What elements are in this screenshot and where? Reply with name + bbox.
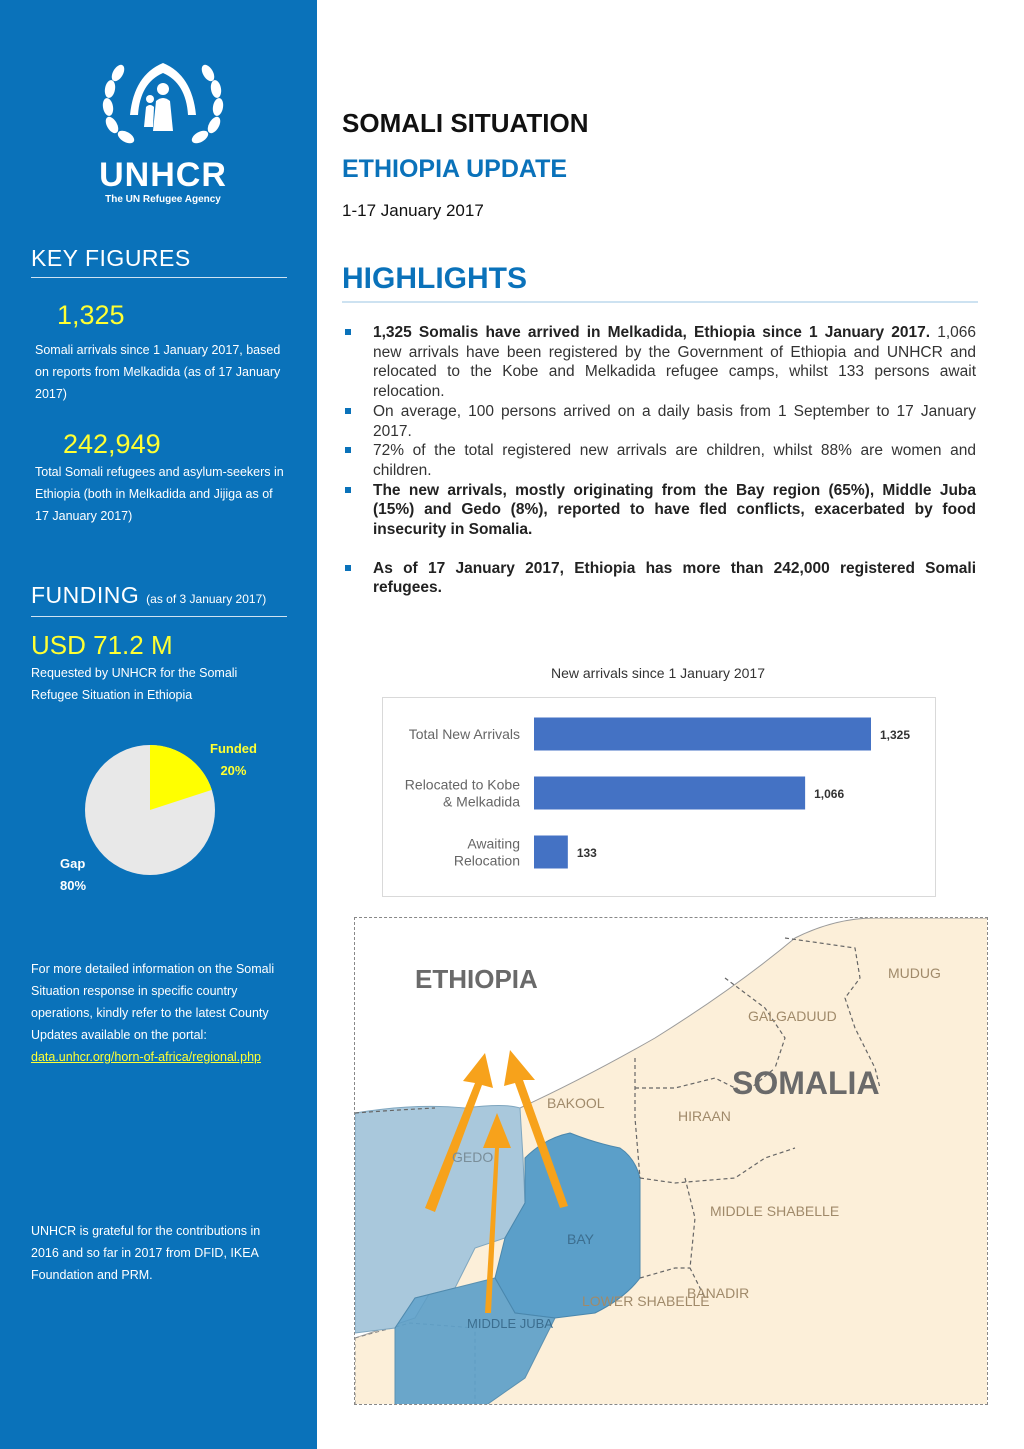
gap-label-block bbox=[60, 853, 86, 897]
map-label-galgaduud: GALGADUUD bbox=[748, 1008, 837, 1024]
gap-pct: 80% bbox=[60, 878, 87, 893]
funded-pct: 20% bbox=[220, 763, 247, 778]
page-date: 1-17 January 2017 bbox=[342, 201, 484, 220]
map-label-middle-shabelle bbox=[710, 1203, 839, 1219]
sidebar-info-text: For more detailed information on the Somali Situation response in specific country operations, kindly refer to the latest County Updates available on the portal: bbox=[31, 962, 275, 1042]
map-label-banadir: BANADIR bbox=[687, 1285, 750, 1301]
page-subtitle: ETHIOPIA UPDATE bbox=[342, 155, 568, 183]
funding-title-label: FUNDING bbox=[31, 582, 140, 608]
highlights-list bbox=[342, 323, 976, 598]
funding-amount-text: Requested by UNHCR for the Somali Refugee Situation in Ethiopia bbox=[31, 666, 238, 702]
funding-title-note: (as of 3 January 2017) bbox=[146, 592, 267, 606]
map-label-bakool: BAKOOL bbox=[547, 1095, 605, 1111]
bar-value-label: 133 bbox=[576, 846, 597, 860]
somalia-map-svg bbox=[355, 918, 988, 1405]
highlight-item bbox=[342, 441, 976, 480]
bar-category-label bbox=[454, 836, 520, 869]
key-figure-refugees-value: 242,949 bbox=[63, 429, 161, 459]
key-figure-refugees-text: Total Somali refugees and asylum-seekers in Ethiopia (both in Melkadida and Jijiga as of 17 January 2017) bbox=[35, 465, 284, 523]
bar bbox=[534, 718, 871, 751]
funded-label: Funded bbox=[210, 741, 257, 756]
funded-label-block bbox=[210, 738, 257, 782]
portal-link[interactable]: data.unhcr.org/horn-of-africa/regional.php bbox=[31, 1050, 262, 1064]
key-figures-title: KEY FIGURES bbox=[31, 245, 191, 271]
sidebar bbox=[0, 0, 317, 1449]
funding-divider bbox=[31, 616, 287, 617]
highlight-text: On average, 100 persons arrived on a daily basis from 1 September to 17 January 2017. bbox=[373, 402, 976, 440]
page-title: SOMALI SITUATION bbox=[342, 108, 589, 138]
unhcr-emblem-icon bbox=[100, 55, 226, 151]
bar-category-line: Relocation bbox=[453, 852, 520, 869]
map-label-somalia: SOMALIA bbox=[732, 1065, 880, 1101]
bar-category-line: & Melkadida bbox=[442, 793, 520, 810]
map-label-middle-shabelle-text: MIDDLE SHABELLE bbox=[710, 1203, 840, 1219]
funding-pie-chart bbox=[60, 730, 290, 900]
bar-category-line: Relocated to Kobe bbox=[404, 776, 520, 793]
map-label-middle-juba: MIDDLE JUBA bbox=[467, 1316, 553, 1331]
unhcr-wordmark: UNHCR bbox=[99, 156, 227, 194]
map-label-hiraan: HIRAAN bbox=[678, 1108, 731, 1124]
highlight-text: 72% of the total registered new arrivals are children, whilst 88% are women and children. bbox=[373, 442, 976, 479]
sidebar-info bbox=[31, 958, 283, 1068]
highlight-item bbox=[342, 402, 976, 441]
sidebar-thanks: UNHCR is grateful for the contributions in 2016 and so far in 2017 from DFID, IKEA Foundation and PRM. bbox=[31, 1224, 261, 1282]
highlight-bold: 1,325 Somalis have arrived in Melkadida, Ethiopia since 1 January 2017. bbox=[373, 324, 931, 341]
map-label-ethiopia: ETHIOPIA bbox=[415, 964, 538, 994]
gap-label: Gap bbox=[60, 856, 86, 871]
highlight-item bbox=[342, 559, 976, 598]
highlight-text: 1,066 new arrivals have been registered by the Government of Ethiopia and UNHCR and relocated to the Kobe and Melkadida refugee camps, whilst 133 persons await relocation. bbox=[373, 324, 976, 401]
highlight-item bbox=[342, 323, 976, 402]
key-figure-arrivals-value: 1,325 bbox=[57, 300, 125, 330]
bar-category-line: Total New Arrivals bbox=[408, 726, 520, 742]
arrivals-bar-svg bbox=[383, 698, 935, 896]
bar bbox=[534, 777, 805, 810]
highlight-item bbox=[342, 481, 976, 540]
bar-value-label: 1,325 bbox=[880, 728, 911, 742]
highlight-bold: The new arrivals, mostly originating from the Bay region (65%), Middle Juba (15%) and Gedo (8%), reported to have fled conflicts, exacerbated by food insecurity in Somalia. bbox=[373, 481, 976, 539]
highlights-divider bbox=[342, 301, 978, 303]
map-label-bay: BAY bbox=[567, 1231, 594, 1247]
key-figures-divider bbox=[31, 277, 287, 278]
map-label-mudug: MUDUG bbox=[888, 965, 941, 981]
bar-category-line: Awaiting bbox=[467, 835, 520, 852]
unhcr-tagline: The UN Refugee Agency bbox=[105, 194, 221, 205]
arrivals-bar-chart bbox=[382, 697, 936, 897]
funding-amount: USD 71.2 M bbox=[31, 630, 173, 660]
chart-title: New arrivals since 1 January 2017 bbox=[551, 665, 765, 681]
bar-value-label: 1,066 bbox=[814, 787, 845, 801]
funding-title bbox=[31, 582, 266, 609]
key-figure-arrivals-text: Somali arrivals since 1 January 2017, based on reports from Melkadida (as of 17 January 2017) bbox=[35, 343, 281, 401]
highlights-title: HIGHLIGHTS bbox=[342, 262, 527, 295]
unhcr-logo bbox=[88, 55, 238, 215]
map-label-gedo: GEDO bbox=[452, 1149, 494, 1165]
map-label-lower-shabelle: LOWER SHABELLE bbox=[582, 1293, 710, 1309]
bar-category-label bbox=[409, 726, 520, 742]
bar bbox=[534, 836, 568, 869]
highlight-bold: As of 17 January 2017, Ethiopia has more than 242,000 registered Somali refugees. bbox=[373, 559, 976, 597]
somalia-map bbox=[354, 917, 988, 1405]
bar-category-label bbox=[405, 777, 520, 810]
